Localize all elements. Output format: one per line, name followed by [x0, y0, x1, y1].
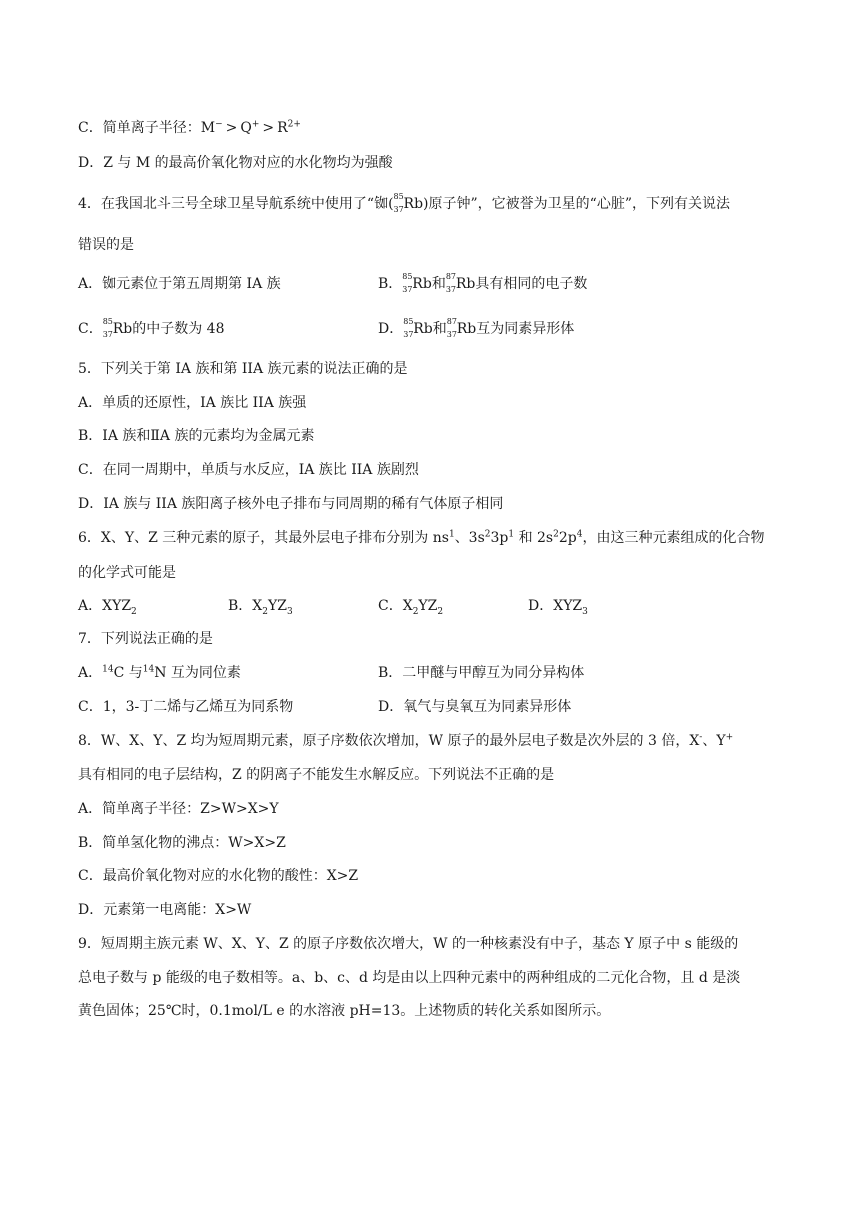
q6-stem-line1: 6．X、Y、Z 三种元素的原子，其最外层电子排布分别为 $ns^1$、$3s^23p^1$ 和 $2s^22p^4$，由这三种元素组成的化合物 [78, 529, 765, 546]
q4-option-c: C． 85 37 Rb的中子数为 48 [78, 317, 225, 339]
q8-stem-line2: 具有相同的电子层结构，Z 的阴离子不能发生水解反应。下列说法不正确的是 [78, 767, 555, 783]
q4-stem-line1: 4．在我国北斗三号全球卫星导航系统中使用了“铷( 85 37 Rb)原子钟”，它被誉为卫星的“心脏”，下列有关说法 [78, 192, 730, 214]
q4-option-a: A．铷元素位于第五周期第 IA 族 [78, 276, 281, 292]
q8-stem-line1: 8．W、X、Y、Z 均为短周期元素，原子序数依次增加，W 原子的最外层电子数是次外层的 3 倍，X-、Y+ [78, 732, 734, 749]
q5-option-b: B．IA 族和ⅡA 族的元素均为金属元素 [78, 428, 315, 444]
q5-option-a: A．单质的还原性，IA 族比 IIA 族强 [78, 395, 307, 411]
q6-option-c: C．$X_2YZ_2$ [378, 598, 444, 617]
q6-option-b: B．$X_2YZ_3$ [228, 598, 293, 617]
q4-stem-line2: 错误的是 [78, 237, 134, 253]
ion-m: M− [200, 119, 223, 136]
q8-option-b: B．简单氢化物的沸点：W>X>Z [78, 835, 286, 851]
q7-option-a: A．$^{14}$C 与$^{14}$N 互为同位素 [78, 664, 241, 681]
q3-option-c: C．简单离子半径：$M^- > Q^+ > R^{2+}$ [78, 119, 301, 136]
q7-stem: 7．下列说法正确的是 [78, 631, 213, 647]
q3-option-d: D．Z 与 M 的最高价氧化物对应的水化物均为强酸 [78, 155, 393, 171]
rb85-isotope: 85 37 [403, 317, 414, 339]
q5-option-d: D．IA 族与 IIA 族阳离子核外电子排布与同周期的稀有气体原子相同 [78, 496, 504, 512]
q7-option-d: D．氧气与臭氧互为同素异形体 [378, 699, 572, 715]
q9-stem-line2: 总电子数与 p 能级的电子数相等。a、b、c、d 均是由以上四种元素中的两种组成的二元化合物，且 d 是淡 [78, 970, 741, 986]
ion-q: Q+ [240, 119, 260, 136]
q9-stem-line3: 黄色固体；25℃时，0.1mol/L e 的水溶液 pH=13。上述物质的转化关系如图所示。 [78, 1003, 611, 1019]
q6-option-d: D．$XYZ_3$ [528, 598, 588, 617]
q4-option-b: B． 85 37 Rb和 87 37 Rb具有相同的电子数 [378, 272, 588, 294]
rb85-isotope: 85 37 [402, 272, 413, 294]
q8-option-a: A．简单离子半径：Z>W>X>Y [78, 801, 279, 817]
q7-option-c: C．1，3-丁二烯与乙烯互为同系物 [78, 699, 294, 715]
q8-option-d: D．元素第一电离能：X>W [78, 902, 252, 918]
q4-option-d: D． 85 37 Rb和 87 37 Rb互为同素异形体 [378, 317, 575, 339]
q7-option-b: B．二甲醚与甲醇互为同分异构体 [378, 665, 585, 681]
rb85-isotope: 85 37 [393, 192, 404, 214]
rb87-isotope: 87 37 [445, 272, 456, 294]
q5-stem: 5．下列关于第 IA 族和第 IIA 族元素的说法正确的是 [78, 361, 408, 377]
q5-option-c: C．在同一周期中，单质与水反应，IA 族比 IIA 族剧烈 [78, 462, 419, 478]
rb87-isotope: 87 37 [446, 317, 457, 339]
rb85-isotope: 85 37 [102, 317, 113, 339]
q8-option-c: C．最高价氧化物对应的水化物的酸性：X>Z [78, 868, 359, 884]
q6-option-a: A．$XYZ_2$ [78, 598, 137, 617]
ion-r: $R^{2+}$ [277, 119, 301, 136]
q6-stem-line2: 的化学式可能是 [78, 565, 176, 581]
q9-stem-line1: 9．短周期主族元素 W、X、Y、Z 的原子序数依次增大，W 的一种核素没有中子，基态 Y 原子中 s 能级的 [78, 936, 739, 952]
